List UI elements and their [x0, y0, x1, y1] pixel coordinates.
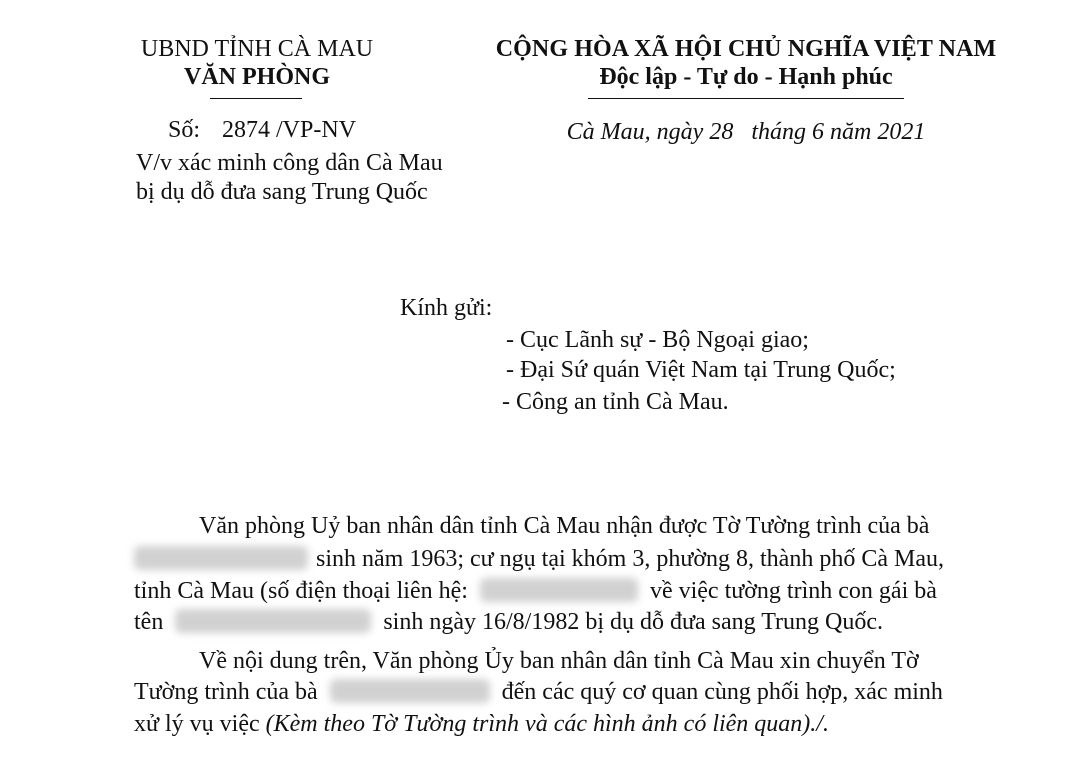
issuing-office: VĂN PHÒNG — [184, 64, 330, 90]
issuing-agency: UBND TỈNH CÀ MAU — [140, 36, 374, 62]
left-header-rule — [210, 98, 302, 99]
recipient-item: - Công an tỉnh Cà Mau. — [502, 389, 729, 415]
recipients-label: Kính gửi: — [400, 295, 493, 321]
national-motto: Độc lập - Tự do - Hạnh phúc — [599, 64, 893, 90]
paragraph-1-line-2-text: sinh năm 1963; cư ngụ tại khóm 3, phường 8, thành phố Cà Mau, — [316, 546, 944, 572]
paragraph-1-line-3-text-a: tỉnh Cà Mau (số điện thoại liên hệ: — [134, 578, 468, 604]
paragraph-2-line-2-text-a: Tường trình của bà — [134, 679, 318, 705]
redacted-name — [330, 679, 490, 703]
recipient-item: - Đại Sứ quán Việt Nam tại Trung Quốc; — [506, 357, 896, 383]
recipient-item: - Cục Lãnh sự - Bộ Ngoại giao; — [506, 327, 809, 353]
paragraph-1-line-2 — [134, 546, 944, 573]
paragraph-2-line-1: Về nội dung trên, Văn phòng Ủy ban nhân dân tỉnh Cà Mau xin chuyển Tờ — [199, 648, 919, 674]
redacted-name — [134, 546, 308, 570]
paragraph-1-line-1: Văn phòng Uỷ ban nhân dân tỉnh Cà Mau nhận được Tờ Tường trình của bà — [199, 513, 930, 539]
subject-line-1: V/v xác minh công dân Cà Mau — [136, 150, 443, 176]
paragraph-2-line-3 — [134, 711, 829, 738]
place-and-date: Cà Mau, ngày 28 tháng 6 năm 2021 — [566, 119, 926, 145]
paragraph-2-line-2-text-b: đến các quý cơ quan cùng phối hợp, xác minh — [501, 679, 943, 705]
paragraph-1-line-3-text-b: về việc tường trình con gái bà — [649, 578, 937, 604]
national-title: CỘNG HÒA XÃ HỘI CHỦ NGHĨA VIỆT NAM — [495, 36, 997, 62]
subject-line-2: bị dụ dỗ đưa sang Trung Quốc — [136, 179, 428, 205]
document-number-label: Số: — [168, 117, 201, 143]
attachment-note: (Kèm theo Tờ Tường trình và các hình ảnh có liên quan)./. — [265, 711, 829, 737]
redacted-phone — [480, 578, 638, 602]
paragraph-2-line-3-text-a: xử lý vụ việc — [134, 711, 260, 737]
paragraph-1-line-4-text-b: sinh ngày 16/8/1982 bị dụ dỗ đưa sang Trung Quốc. — [383, 609, 884, 635]
right-header-rule — [588, 98, 904, 99]
document-number — [168, 117, 356, 144]
paragraph-1-line-4-text-a: tên — [134, 609, 164, 635]
document-number-value: 2874 — [222, 117, 271, 143]
paragraph-1-line-4 — [134, 609, 883, 636]
paragraph-2-line-2 — [134, 679, 943, 706]
redacted-name — [175, 609, 371, 633]
document-number-suffix: /VP-NV — [276, 117, 357, 143]
paragraph-1-line-3 — [134, 578, 937, 605]
